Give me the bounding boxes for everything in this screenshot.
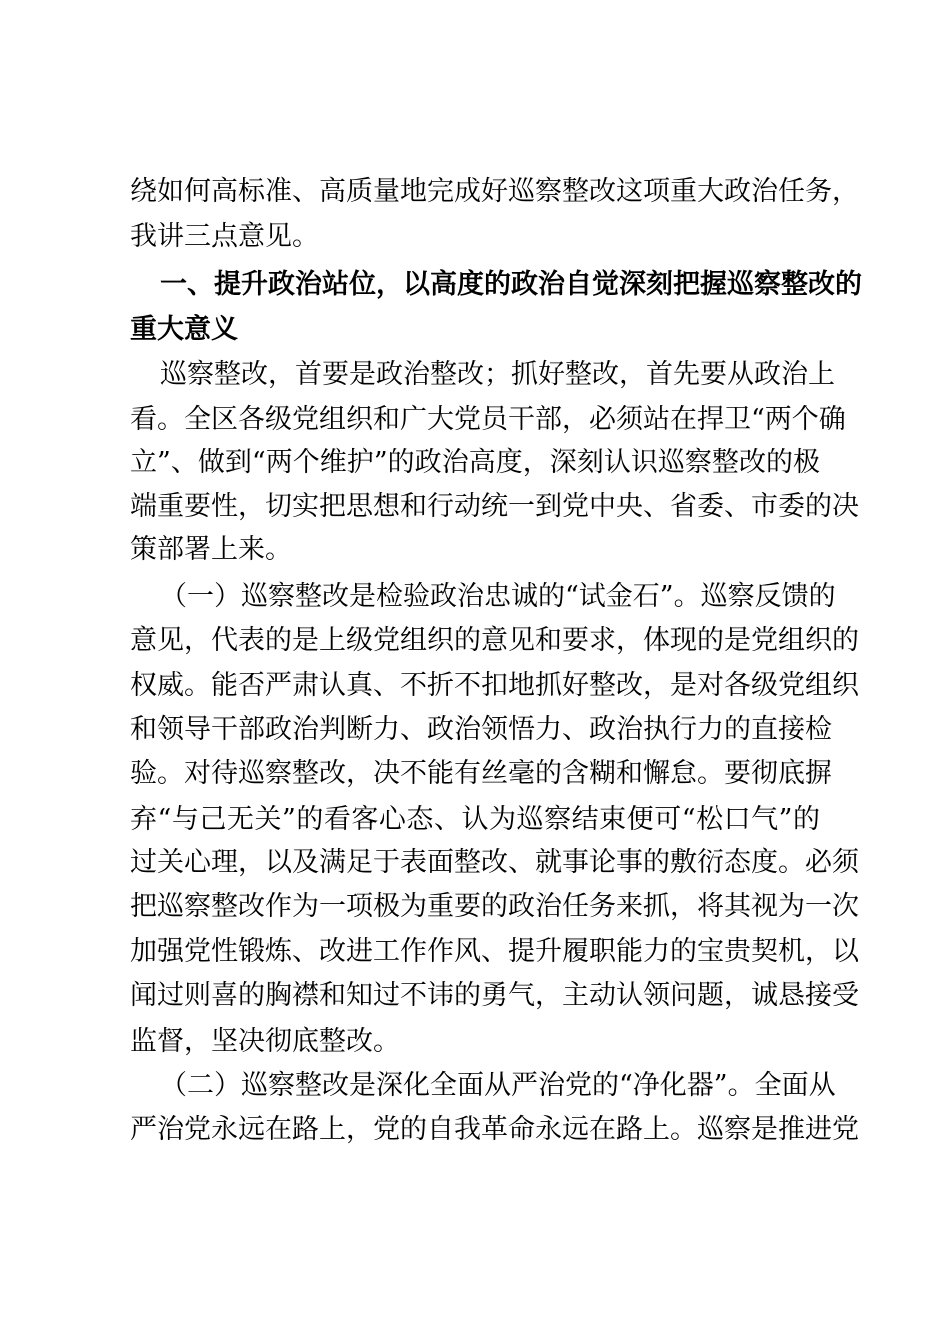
subsection-line: （一）巡察整改是检验政治忠诚的“试金石”。巡察反馈的 [160, 581, 836, 612]
text-line: 看。全区各级党组织和广大党员干部，必须站在捍卫“两个确 [130, 404, 846, 435]
subsection-line: （二）巡察整改是深化全面从严治党的“净化器”。全面从 [160, 1070, 836, 1101]
text-line: 严治党永远在路上，党的自我革命永远在路上。巡察是推进党 [130, 1114, 859, 1145]
text-line: 验。对待巡察整改，决不能有丝毫的含糊和懈怠。要彻底摒 [130, 758, 832, 789]
text-line: 绕如何高标准、高质量地完成好巡察整改这项重大政治任务， [130, 176, 859, 207]
text-line: 过关心理，以及满足于表面整改、就事论事的敷衍态度。必须 [130, 847, 859, 878]
text-line: 加强党性锻炼、改进工作作风、提升履职能力的宝贵契机，以 [130, 936, 859, 967]
text-line: 策部署上来。 [130, 534, 292, 565]
text-line: 闻过则喜的胸襟和知过不讳的勇气，主动认领问题，诚恳接受 [130, 980, 859, 1011]
text-line: 和领导干部政治判断力、政治领悟力、政治执行力的直接检 [130, 714, 832, 745]
text-line: 我讲三点意见。 [130, 221, 319, 252]
text-line: 端重要性，切实把思想和行动统一到党中央、省委、市委的决 [130, 491, 859, 522]
section-heading: 重大意义 [130, 314, 238, 345]
text-line: 权威。能否严肃认真、不折不扣地抓好整改，是对各级党组织 [130, 670, 859, 701]
text-line: 弃“与己无关”的看客心态、认为巡察结束便可“松口气”的 [130, 804, 820, 835]
text-line: 意见，代表的是上级党组织的意见和要求，体现的是党组织的 [130, 625, 859, 656]
text-line: 把巡察整改作为一项极为重要的政治任务来抓，将其视为一次 [130, 891, 859, 922]
text-line: 监督，坚决彻底整改。 [130, 1026, 400, 1057]
text-line: 立”、做到“两个维护”的政治高度，深刻认识巡察整改的极 [130, 447, 820, 478]
text-line: 巡察整改，首要是政治整改；抓好整改，首先要从政治上 [160, 359, 835, 390]
section-heading: 一、提升政治站位，以高度的政治自觉深刻把握巡察整改的 [160, 269, 862, 300]
